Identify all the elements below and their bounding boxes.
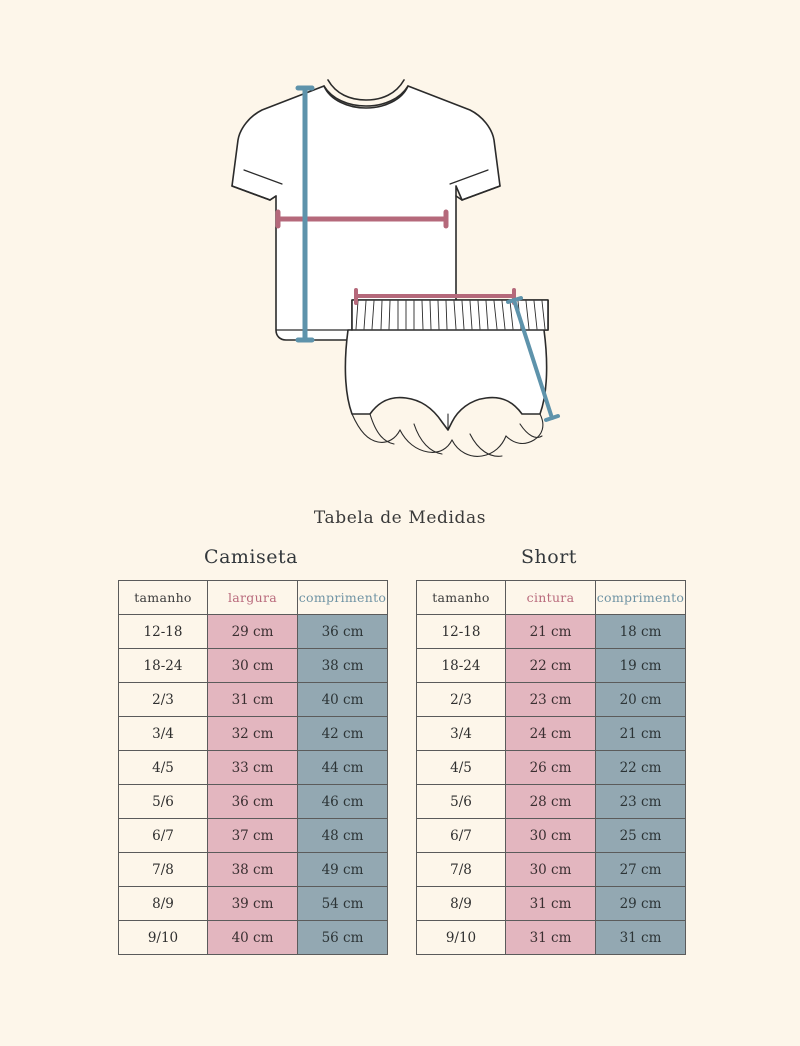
cell-tamanho: 6/7 bbox=[119, 819, 208, 853]
cell-cintura: 28 cm bbox=[506, 785, 596, 819]
cell-cintura: 31 cm bbox=[506, 887, 596, 921]
cell-tamanho: 9/10 bbox=[119, 921, 208, 955]
cell-tamanho: 7/8 bbox=[119, 853, 208, 887]
table-row bbox=[119, 921, 388, 955]
cell-tamanho: 12-18 bbox=[119, 615, 208, 649]
cell-comprimento: 22 cm bbox=[596, 751, 686, 785]
size-tables-container bbox=[0, 546, 800, 955]
cell-largura: 40 cm bbox=[208, 921, 298, 955]
table-row bbox=[417, 921, 686, 955]
cell-comprimento: 36 cm bbox=[298, 615, 388, 649]
cell-largura: 31 cm bbox=[208, 683, 298, 717]
cell-cintura: 26 cm bbox=[506, 751, 596, 785]
table-row bbox=[417, 649, 686, 683]
cell-tamanho: 18-24 bbox=[417, 649, 506, 683]
table-row bbox=[119, 751, 388, 785]
cell-tamanho: 4/5 bbox=[417, 751, 506, 785]
table-caption-camiseta: Camiseta bbox=[204, 546, 298, 568]
table-row bbox=[417, 615, 686, 649]
cell-comprimento: 48 cm bbox=[298, 819, 388, 853]
table-row bbox=[119, 717, 388, 751]
cell-cintura: 21 cm bbox=[506, 615, 596, 649]
cell-largura: 29 cm bbox=[208, 615, 298, 649]
cell-comprimento: 44 cm bbox=[298, 751, 388, 785]
column-header-comprimento: comprimento bbox=[298, 581, 388, 615]
cell-tamanho: 6/7 bbox=[417, 819, 506, 853]
column-header-tamanho: tamanho bbox=[417, 581, 506, 615]
table-header-row bbox=[417, 581, 686, 615]
cell-comprimento: 38 cm bbox=[298, 649, 388, 683]
column-header-cintura: cintura bbox=[506, 581, 596, 615]
cell-tamanho: 9/10 bbox=[417, 921, 506, 955]
cell-largura: 39 cm bbox=[208, 887, 298, 921]
cell-comprimento: 49 cm bbox=[298, 853, 388, 887]
table-row bbox=[417, 819, 686, 853]
table-row bbox=[119, 887, 388, 921]
cell-largura: 36 cm bbox=[208, 785, 298, 819]
cell-comprimento: 25 cm bbox=[596, 819, 686, 853]
cell-cintura: 30 cm bbox=[506, 853, 596, 887]
cell-comprimento: 31 cm bbox=[596, 921, 686, 955]
column-header-tamanho: tamanho bbox=[119, 581, 208, 615]
cell-cintura: 31 cm bbox=[506, 921, 596, 955]
cell-tamanho: 2/3 bbox=[119, 683, 208, 717]
cell-comprimento: 18 cm bbox=[596, 615, 686, 649]
cell-tamanho: 8/9 bbox=[417, 887, 506, 921]
table-row bbox=[119, 819, 388, 853]
cell-largura: 38 cm bbox=[208, 853, 298, 887]
table-row bbox=[417, 751, 686, 785]
cell-comprimento: 56 cm bbox=[298, 921, 388, 955]
cell-tamanho: 3/4 bbox=[119, 717, 208, 751]
table-row bbox=[119, 853, 388, 887]
cell-tamanho: 5/6 bbox=[119, 785, 208, 819]
shorts-drawing bbox=[345, 300, 548, 456]
cell-tamanho: 3/4 bbox=[417, 717, 506, 751]
cell-comprimento: 19 cm bbox=[596, 649, 686, 683]
table-row bbox=[119, 683, 388, 717]
cell-comprimento: 54 cm bbox=[298, 887, 388, 921]
table-row bbox=[119, 649, 388, 683]
cell-cintura: 30 cm bbox=[506, 819, 596, 853]
cell-largura: 30 cm bbox=[208, 649, 298, 683]
table-block-short bbox=[416, 546, 685, 955]
cell-largura: 32 cm bbox=[208, 717, 298, 751]
table-row bbox=[417, 887, 686, 921]
cell-comprimento: 21 cm bbox=[596, 717, 686, 751]
column-header-largura: largura bbox=[208, 581, 298, 615]
cell-comprimento: 20 cm bbox=[596, 683, 686, 717]
cell-tamanho: 5/6 bbox=[417, 785, 506, 819]
garment-illustration bbox=[0, 0, 800, 500]
cell-comprimento: 46 cm bbox=[298, 785, 388, 819]
table-caption-short: Short bbox=[521, 546, 577, 568]
cell-comprimento: 23 cm bbox=[596, 785, 686, 819]
cell-tamanho: 2/3 bbox=[417, 683, 506, 717]
table-row bbox=[417, 683, 686, 717]
table-row bbox=[417, 717, 686, 751]
cell-tamanho: 4/5 bbox=[119, 751, 208, 785]
page-title: Tabela de Medidas bbox=[313, 508, 487, 528]
table-row bbox=[119, 785, 388, 819]
cell-tamanho: 18-24 bbox=[119, 649, 208, 683]
cell-cintura: 23 cm bbox=[506, 683, 596, 717]
table-row bbox=[417, 785, 686, 819]
cell-comprimento: 29 cm bbox=[596, 887, 686, 921]
cell-cintura: 22 cm bbox=[506, 649, 596, 683]
cell-comprimento: 42 cm bbox=[298, 717, 388, 751]
size-table-camiseta bbox=[118, 580, 388, 955]
size-table-short bbox=[416, 580, 686, 955]
cell-tamanho: 7/8 bbox=[417, 853, 506, 887]
cell-comprimento: 40 cm bbox=[298, 683, 388, 717]
table-header-row bbox=[119, 581, 388, 615]
cell-cintura: 24 cm bbox=[506, 717, 596, 751]
cell-comprimento: 27 cm bbox=[596, 853, 686, 887]
cell-largura: 33 cm bbox=[208, 751, 298, 785]
cell-largura: 37 cm bbox=[208, 819, 298, 853]
cell-tamanho: 12-18 bbox=[417, 615, 506, 649]
cell-tamanho: 8/9 bbox=[119, 887, 208, 921]
table-row bbox=[417, 853, 686, 887]
table-block-camiseta bbox=[118, 546, 387, 955]
column-header-comprimento: comprimento bbox=[596, 581, 686, 615]
table-row bbox=[119, 615, 388, 649]
